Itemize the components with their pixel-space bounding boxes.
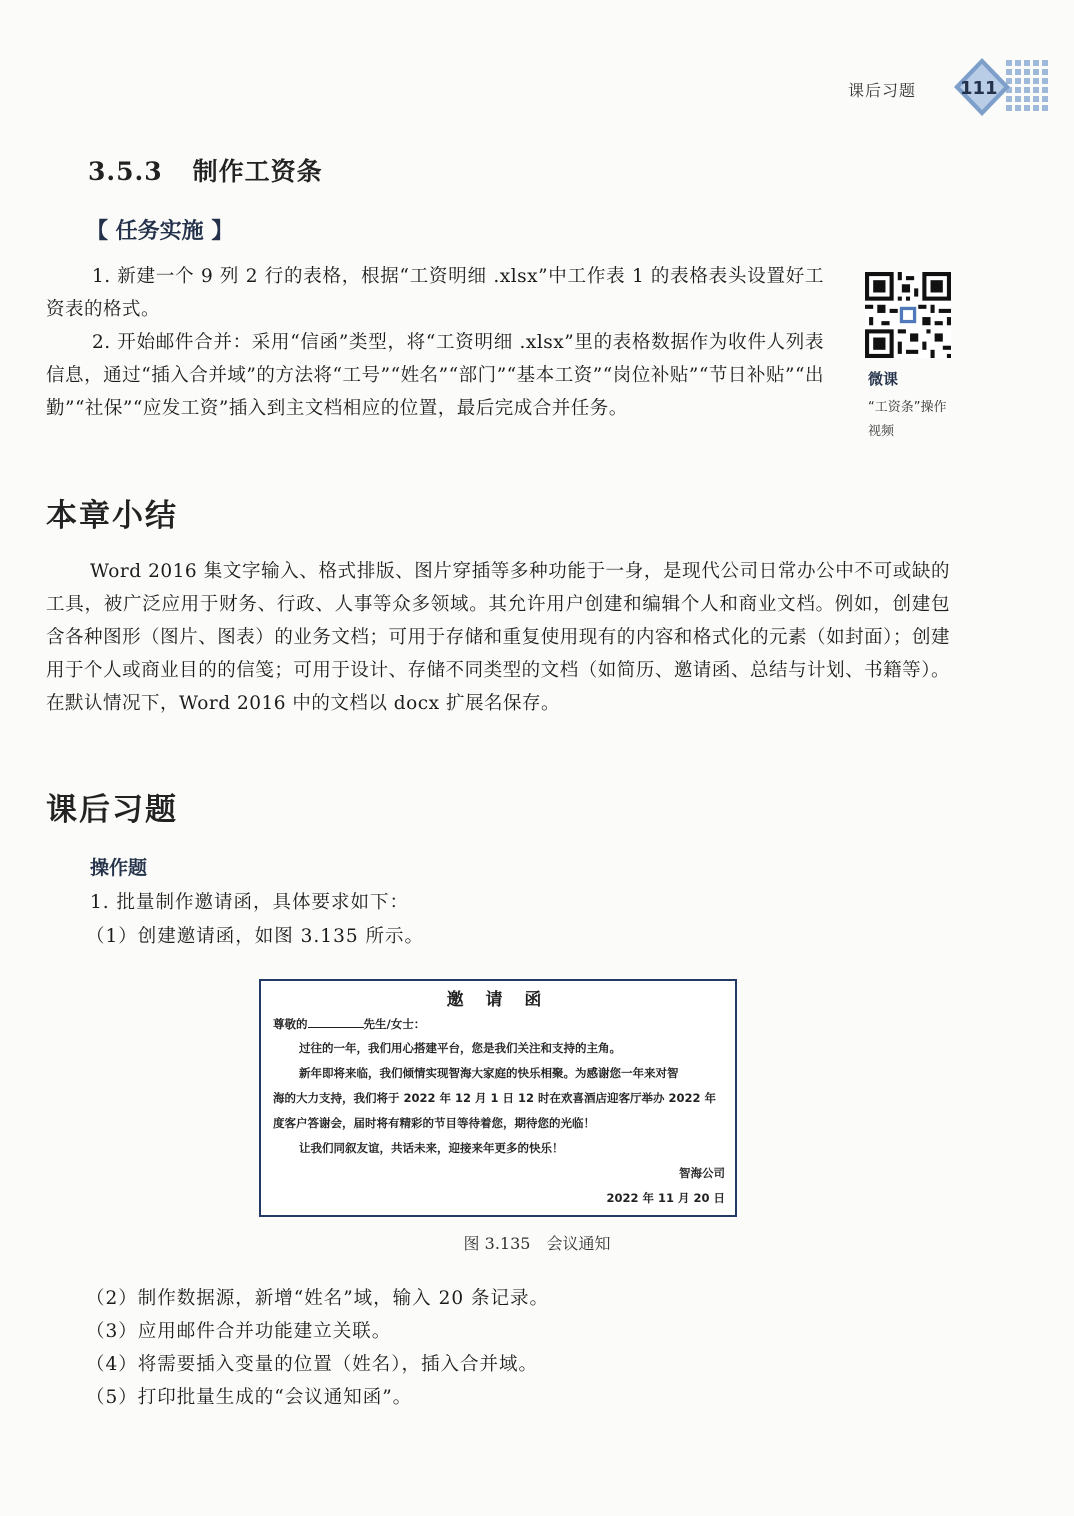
- qr-code-icon: [864, 272, 952, 358]
- question-1: 1. 批量制作邀请函，具体要求如下：: [90, 892, 410, 913]
- invitation-signature: 智海公司: [679, 1166, 725, 1180]
- section-title-text: 制作工资条: [192, 157, 323, 186]
- qr-caption-title: 微课: [868, 370, 899, 388]
- invitation-line-4: 度客户答谢会，届时将有精彩的节目等待着您，期待您的光临！: [273, 1116, 595, 1130]
- figure-caption: 图 3.135 会议通知: [463, 1234, 611, 1253]
- page-number: 111: [960, 78, 998, 99]
- invitation-greeting: [273, 1016, 425, 1032]
- invitation-line-2: 新年即将来临，我们倾情实现智海大家庭的快乐相聚。为感谢您一年来对智: [299, 1066, 679, 1080]
- step-1: 1. 新建一个 9 列 2 行的表格，根据“工资明细 .xlsx”中工作表 1 的表格表头设置好工资表的格式。: [46, 266, 824, 320]
- question-item-2: （2）制作数据源，新增“姓名”域，输入 20 条记录。: [86, 1288, 549, 1309]
- greeting-suffix: 先生/女士：: [363, 1017, 426, 1031]
- greeting-prefix: 尊敬的: [273, 1017, 308, 1031]
- invitation-line-5: 让我们同叙友谊，共话未来，迎接来年更多的快乐！: [299, 1141, 564, 1155]
- summary-text: Word 2016 集文字输入、格式排版、图片穿插等多种功能于一身，是现代公司日常办公中不可或缺的工具，被广泛应用于财务、行政、人事等众多领域。其允许用户创建和编辑个人和商业文档。例如，创建包含各种图形（图片、图表）的业务文档；可用于存储和重复使用现有的内容和格式化的元素（如封面）；创建用于个人或商业目的的信笺；可用于设计、存储不同类型的文档（如简历、邀请函、总结与计划、书籍等）。在默认情况下，Word 2016 中的文档以 docx 扩展名保存。: [46, 561, 950, 714]
- operations-heading: 操作题: [90, 857, 148, 879]
- step-2: 2. 开始邮件合并：采用“信函”类型，将“工资明细 .xlsx”里的表格数据作为收件人列表信息，通过“插入合并域”的方法将“工号”“姓名”“部门”“基本工资”“岗位补贴”“节日补贴”“出勤”“社保”“应发工资”插入到主文档相应的位置，最后完成合并任务。: [46, 332, 824, 419]
- exercises-title: 课后习题: [46, 792, 178, 828]
- section-title: [88, 152, 323, 188]
- qr-caption-text: “工资条”操作视频: [868, 400, 947, 439]
- invitation-date: 2022 年 11 月 20 日: [606, 1191, 725, 1205]
- running-header: 课后习题: [848, 81, 917, 100]
- invitation-title: 邀 请 函: [446, 990, 550, 1010]
- question-item-5: （5）打印批量生成的“会议通知函”。: [86, 1387, 413, 1408]
- name-blank: [308, 1017, 364, 1028]
- section-number: 3.5.3: [88, 157, 163, 186]
- summary-title: 本章小结: [46, 498, 178, 534]
- task-heading: 【 任务实施 】: [86, 219, 234, 244]
- question-item-1: （1）创建邀请函，如图 3.135 所示。: [86, 926, 424, 947]
- invitation-figure: [259, 979, 737, 1217]
- invitation-line-3: 海的大力支持，我们将于 2022 年 12 月 1 日 12 时在欢喜酒店迎客厅举办 2022 年: [273, 1091, 717, 1105]
- question-item-3: （3）应用邮件合并功能建立关联。: [86, 1321, 392, 1342]
- question-item-4: （4）将需要插入变量的位置（姓名），插入合并域。: [86, 1354, 539, 1375]
- invitation-line-1: 过往的一年，我们用心搭建平台，您是我们关注和支持的主角。: [299, 1041, 621, 1055]
